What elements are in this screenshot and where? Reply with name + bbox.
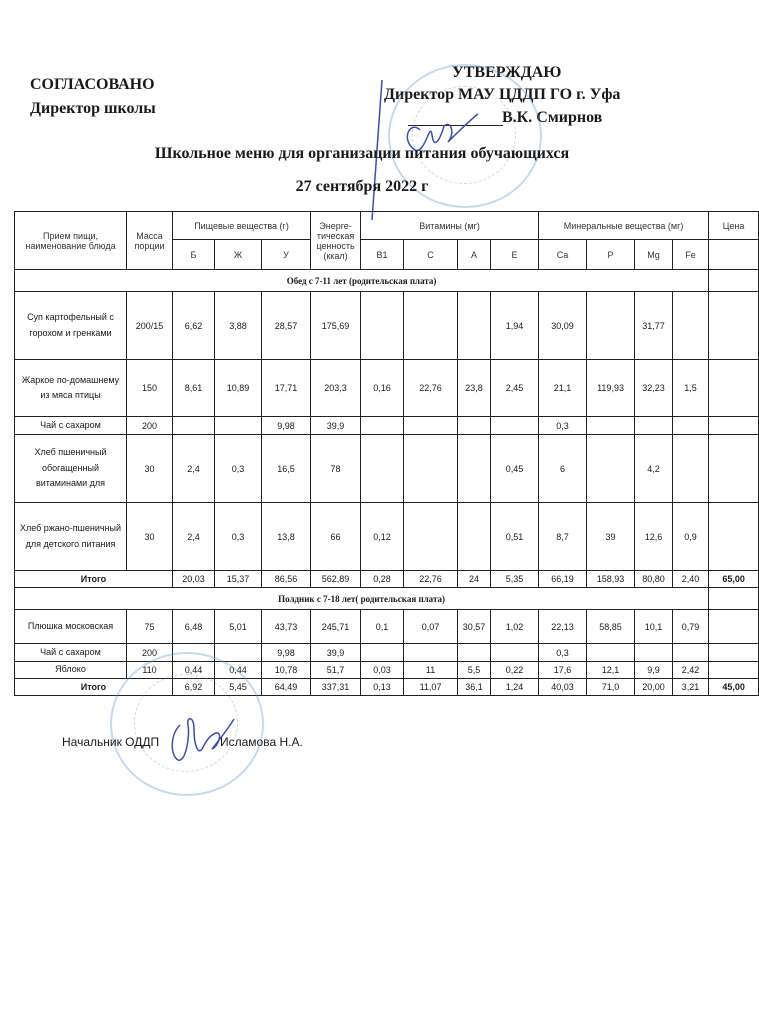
cell-protein: 2,4 [173,503,215,571]
total-ca: 40,03 [539,678,587,695]
cell-fat [215,644,262,662]
cell-e: 0,45 [491,435,539,503]
cell-ca: 8,7 [539,503,587,571]
document-title: Школьное меню для организации питания обучающихся [154,145,570,162]
cell-fe [673,435,709,503]
cell-fat: 0,44 [215,662,262,679]
cell-b1: 0,03 [361,662,404,679]
cell-p [587,644,635,662]
cell-fe [673,292,709,360]
cell-c [404,417,458,435]
total-c: 11,07 [404,678,458,695]
cell-a [458,503,491,571]
dish-name: Яблоко [15,662,127,679]
header-fat: Ж [215,240,262,270]
cell-a: 5,5 [458,662,491,679]
header-minerals: Минеральные вещества (мг) [539,212,709,240]
total-label: Итого [15,678,173,695]
total-fe: 2,40 [673,571,709,588]
cell-fat: 3,88 [215,292,262,360]
cell-e [491,644,539,662]
total-fat: 5,45 [215,678,262,695]
header-name: Прием пищи, наименование блюда [15,212,127,270]
cell-protein [173,417,215,435]
cell-fat: 5,01 [215,610,262,644]
cell-price [709,360,759,417]
price-cell [709,588,759,610]
cell-a [458,417,491,435]
cell-mg: 31,77 [635,292,673,360]
total-protein: 20,03 [173,571,215,588]
cell-ca: 30,09 [539,292,587,360]
table-row [15,610,759,644]
header-fe: Fe [673,240,709,270]
cell-kcal: 203,3 [311,360,361,417]
cell-price [709,292,759,360]
document-date: 27 сентября 2022 г [295,178,429,195]
cell-p: 12,1 [587,662,635,679]
cell-price [709,662,759,679]
approve-name: В.К. Смирнов [502,109,603,126]
dish-mass: 110 [127,662,173,679]
dish-name: Плюшка московская [15,610,127,644]
cell-kcal: 39,9 [311,417,361,435]
cell-ca: 17,6 [539,662,587,679]
dish-name: Хлеб ржано-пшеничный для детского питания [15,503,127,571]
cell-price [709,435,759,503]
cell-kcal: 175,69 [311,292,361,360]
footer-name: Исламова Н.А. [220,735,303,749]
header-price-empty [709,240,759,270]
header-ca: Ca [539,240,587,270]
agreed-role: Директор школы [30,100,156,117]
total-carbs: 64,49 [262,678,311,695]
header-energy: Энерге-тическая ценность (ккал) [311,212,361,270]
header-a: A [458,240,491,270]
cell-e: 1,02 [491,610,539,644]
dish-mass: 200 [127,417,173,435]
total-mg: 20,00 [635,678,673,695]
header-p: P [587,240,635,270]
cell-protein: 8,61 [173,360,215,417]
total-e: 5,35 [491,571,539,588]
cell-protein: 2,4 [173,435,215,503]
cell-carbs: 9,98 [262,644,311,662]
cell-ca: 21,1 [539,360,587,417]
total-label: Итого [15,571,173,588]
cell-b1 [361,292,404,360]
cell-b1 [361,435,404,503]
dish-name: Чай с сахаром [15,417,127,435]
cell-ca: 0,3 [539,417,587,435]
total-protein: 6,92 [173,678,215,695]
cell-fe [673,417,709,435]
table-row [15,417,759,435]
header-price: Цена [709,212,759,240]
dish-mass: 200/15 [127,292,173,360]
total-a: 36,1 [458,678,491,695]
cell-mg: 12,6 [635,503,673,571]
cell-p: 39 [587,503,635,571]
dish-name: Суп картофельный с горохом и гренками [15,292,127,360]
header-nutrients: Пищевые вещества (г) [173,212,311,240]
cell-e: 0,22 [491,662,539,679]
cell-mg [635,417,673,435]
total-p: 71,0 [587,678,635,695]
total-kcal: 337,31 [311,678,361,695]
cell-mg: 10,1 [635,610,673,644]
cell-kcal: 245,71 [311,610,361,644]
cell-fat: 0,3 [215,503,262,571]
cell-fe: 0,79 [673,610,709,644]
cell-kcal: 78 [311,435,361,503]
cell-p [587,292,635,360]
total-b1: 0,13 [361,678,404,695]
header-mg: Mg [635,240,673,270]
header-mass: Масса порции [127,212,173,270]
agreed-heading: СОГЛАСОВАНО [30,76,155,93]
dish-mass: 200 [127,644,173,662]
cell-e: 2,45 [491,360,539,417]
cell-fat: 10,89 [215,360,262,417]
menu-table [14,211,759,696]
cell-a [458,644,491,662]
dish-mass: 30 [127,503,173,571]
cell-protein: 0,44 [173,662,215,679]
cell-ca: 6 [539,435,587,503]
cell-c [404,503,458,571]
cell-price [709,417,759,435]
cell-e [491,417,539,435]
cell-kcal: 39,9 [311,644,361,662]
cell-carbs: 16,5 [262,435,311,503]
table-row [15,644,759,662]
total-row [15,571,759,588]
header-protein: Б [173,240,215,270]
cell-c: 11 [404,662,458,679]
total-mg: 80,80 [635,571,673,588]
cell-fe [673,644,709,662]
total-carbs: 86,56 [262,571,311,588]
table-row [15,503,759,571]
cell-p: 58,85 [587,610,635,644]
approve-role: Директор МАУ ЦДДП ГО г. Уфа [384,86,621,103]
cell-a [458,292,491,360]
cell-protein: 6,48 [173,610,215,644]
cell-kcal: 66 [311,503,361,571]
total-b1: 0,28 [361,571,404,588]
table-row [15,662,759,679]
cell-mg: 32,23 [635,360,673,417]
cell-fe: 1,5 [673,360,709,417]
dish-name: Хлеб пшеничный обогащенный витаминами для [15,435,127,503]
section-title: Обед с 7-11 лет (родительская плата) [15,270,709,292]
cell-price [709,503,759,571]
cell-carbs: 13,8 [262,503,311,571]
header-c: C [404,240,458,270]
cell-p: 119,93 [587,360,635,417]
table-row [15,360,759,417]
cell-fe: 0,9 [673,503,709,571]
cell-b1: 0,16 [361,360,404,417]
table-row [15,292,759,360]
approve-heading: УТВЕРЖДАЮ [452,64,562,81]
cell-a: 23,8 [458,360,491,417]
cell-b1 [361,644,404,662]
section-title: Полдник с 7-18 лет( родительская плата) [15,588,709,610]
cell-price [709,644,759,662]
total-price: 65,00 [709,571,759,588]
total-row [15,678,759,695]
cell-fe: 2,42 [673,662,709,679]
cell-a: 30,57 [458,610,491,644]
cell-mg [635,644,673,662]
dish-name: Чай с сахаром [15,644,127,662]
total-c: 22,76 [404,571,458,588]
cell-carbs: 17,71 [262,360,311,417]
dish-mass: 30 [127,435,173,503]
cell-e: 1,94 [491,292,539,360]
total-ca: 66,19 [539,571,587,588]
cell-mg: 4,2 [635,435,673,503]
cell-c: 0,07 [404,610,458,644]
total-e: 1,24 [491,678,539,695]
signature-line [408,125,503,126]
total-fat: 15,37 [215,571,262,588]
cell-a [458,435,491,503]
table-row [15,435,759,503]
cell-kcal: 51,7 [311,662,361,679]
cell-c [404,292,458,360]
header-e: E [491,240,539,270]
cell-ca: 22,13 [539,610,587,644]
cell-c [404,644,458,662]
total-fe: 3,21 [673,678,709,695]
total-price: 45,00 [709,678,759,695]
cell-b1: 0,12 [361,503,404,571]
dish-mass: 75 [127,610,173,644]
cell-b1 [361,417,404,435]
header-b1: B1 [361,240,404,270]
cell-mg: 9,9 [635,662,673,679]
cell-protein [173,644,215,662]
cell-ca: 0,3 [539,644,587,662]
total-a: 24 [458,571,491,588]
cell-fat: 0,3 [215,435,262,503]
cell-protein: 6,62 [173,292,215,360]
footer-role: Начальник ОДДП [62,735,160,749]
dish-mass: 150 [127,360,173,417]
total-p: 158,93 [587,571,635,588]
cell-carbs: 43,73 [262,610,311,644]
cell-fat [215,417,262,435]
cell-carbs: 28,57 [262,292,311,360]
cell-price [709,610,759,644]
cell-carbs: 10,78 [262,662,311,679]
cell-carbs: 9,98 [262,417,311,435]
price-cell [709,270,759,292]
header-vitamins: Витамины (мг) [361,212,539,240]
cell-c: 22,76 [404,360,458,417]
cell-e: 0,51 [491,503,539,571]
cell-p [587,417,635,435]
total-kcal: 562,89 [311,571,361,588]
header-carbs: У [262,240,311,270]
cell-p [587,435,635,503]
cell-c [404,435,458,503]
cell-b1: 0,1 [361,610,404,644]
dish-name: Жаркое по-домашнему из мяса птицы [15,360,127,417]
